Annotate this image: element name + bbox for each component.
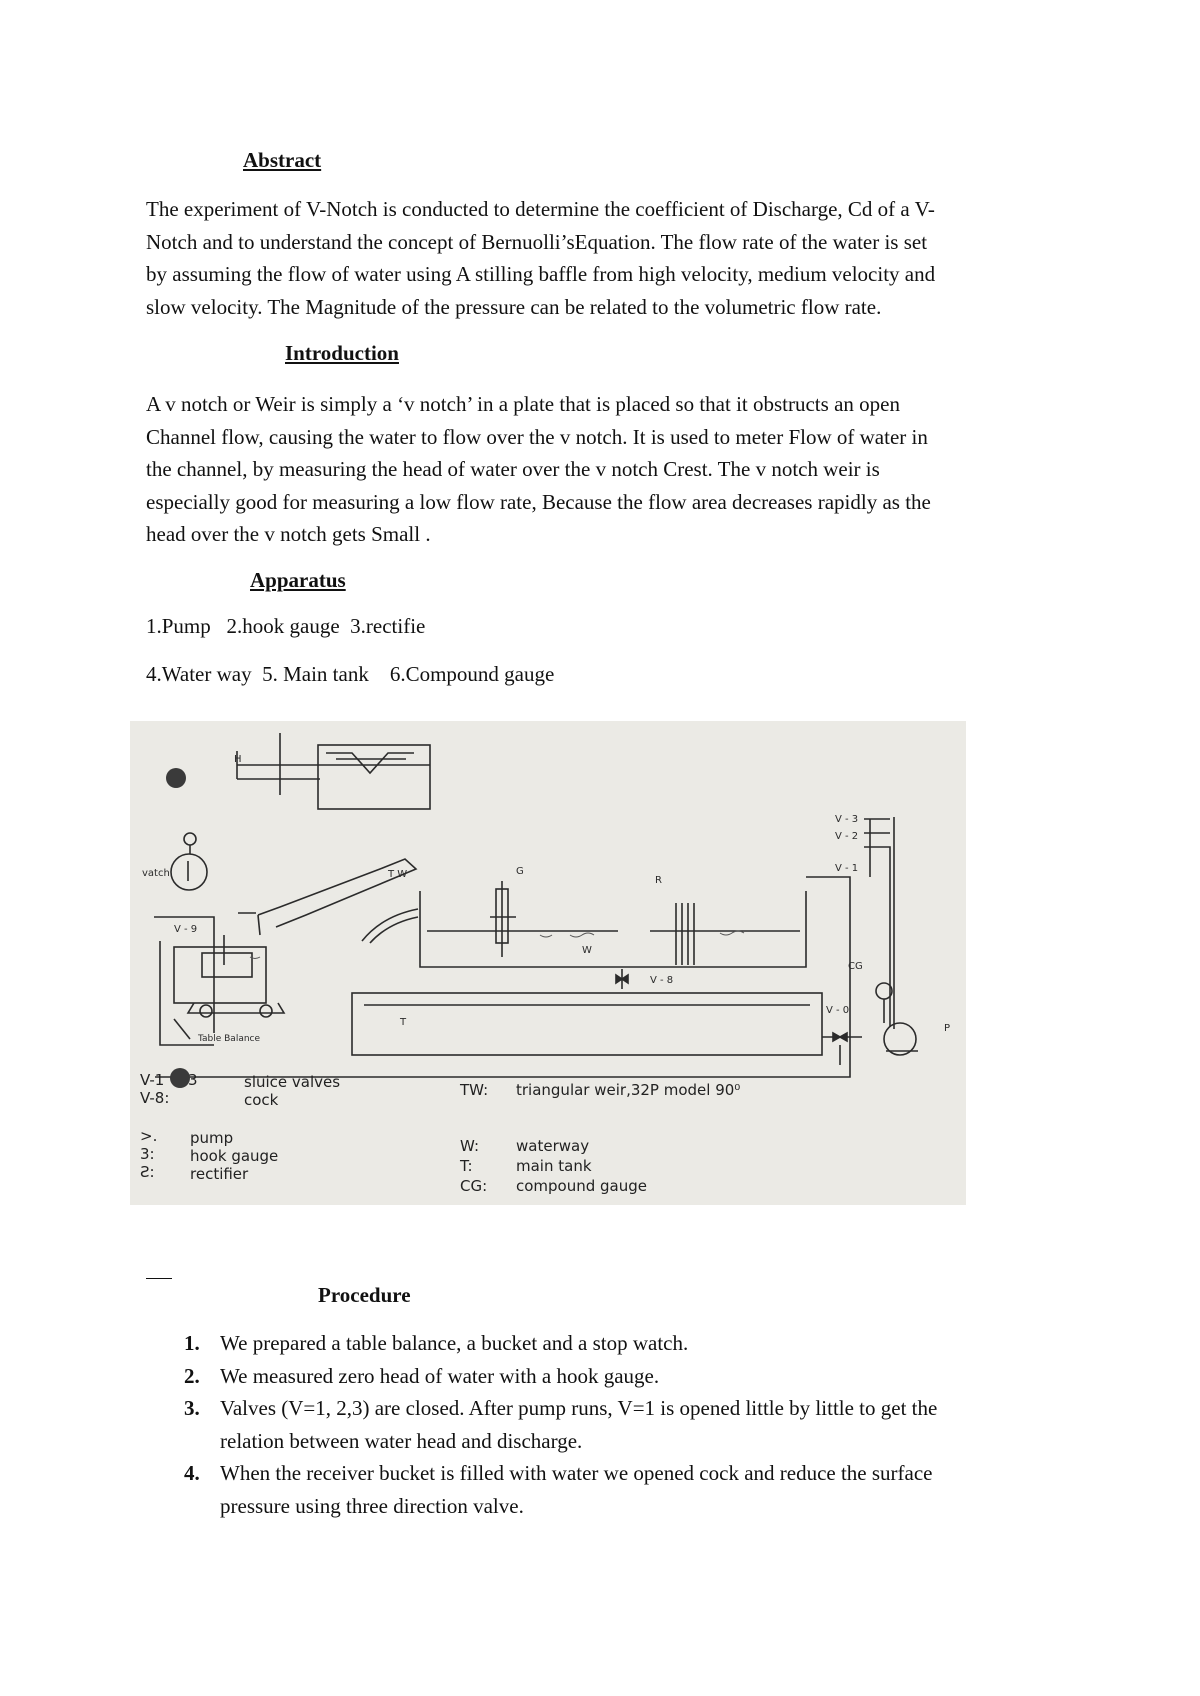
abstract-paragraph <box>146 193 1071 323</box>
apparatus-diagram-photo <box>130 721 966 1205</box>
legend-key: V-1 <box>140 1071 165 1089</box>
legend-value: compound gauge <box>516 1177 648 1195</box>
abstract-heading: Abstract <box>243 148 322 172</box>
legend-key: Ƨ: <box>140 1163 155 1181</box>
step-number: 1. <box>184 1331 200 1355</box>
legend-key: T: <box>460 1157 473 1175</box>
procedure-step <box>146 1360 1076 1393</box>
step-text: Valves (V=1, 2,3) are closed. After pump runs, V=1 is opened little by little to get the <box>220 1396 938 1420</box>
procedure-heading: Procedure <box>318 1283 411 1307</box>
label-cg: CG <box>848 961 863 972</box>
introduction-heading: Introduction <box>285 341 399 365</box>
procedure-steps <box>146 1327 1076 1522</box>
procedure-step <box>146 1457 1076 1522</box>
step-text: We measured zero head of water with a hook gauge. <box>220 1363 660 1388</box>
legend-value: triangular weir,32P model 90⁰ <box>516 1081 741 1099</box>
introduction-line: the channel, by measuring the head of water over the v notch Crest. The v notch weir is <box>146 457 880 481</box>
legend-value: sluice valves <box>244 1073 341 1091</box>
label-t: T <box>400 1017 407 1028</box>
label-v9: V - 9 <box>174 924 198 935</box>
legend-key: W: <box>460 1137 480 1155</box>
apparatus-heading: Apparatus <box>250 568 346 592</box>
abstract-line: The experiment of V-Notch is conducted to determine the coefficient of Discharge, Cd of a V- <box>146 197 935 221</box>
legend-key: CG: <box>460 1177 488 1195</box>
procedure-step <box>146 1392 1076 1457</box>
introduction-line: head over the v notch gets Small . <box>146 522 431 546</box>
label-watch: vatch <box>142 868 170 879</box>
label-r: R <box>655 875 662 886</box>
label-h: H <box>234 754 242 765</box>
introduction-line: Channel flow, causing the water to flow over the v notch. It is used to meter Flow of water in <box>146 424 928 449</box>
abstract-line: by assuming the flow of water using A stilling baffle from high velocity, medium velocity and <box>146 262 936 286</box>
legend-key: TW: <box>460 1081 489 1099</box>
label-v1: V - 1 <box>835 863 859 874</box>
legend-value: pump <box>190 1129 234 1147</box>
legend-value: waterway <box>516 1137 590 1155</box>
legend-value: hook gauge <box>190 1147 279 1165</box>
introduction-line: A v notch or Weir is simply a ‘v notch’ in a plate that is placed so that it obstructs an open <box>146 392 900 416</box>
leading-rule <box>146 1278 172 1279</box>
introduction-line: especially good for measuring a low flow rate, Because the flow area decreases rapidly as the <box>146 489 931 514</box>
label-v2: V - 2 <box>835 831 859 842</box>
apparatus-list-line: 1.Pump 2.hook gauge 3.rectifie <box>146 614 426 638</box>
procedure-step <box>146 1327 1076 1360</box>
step-number: 4. <box>184 1461 200 1485</box>
legend-value: cock <box>244 1091 279 1109</box>
legend-key: >. <box>140 1127 158 1145</box>
step-text: relation between water head and discharge. <box>220 1428 583 1453</box>
legend-key: 3 <box>188 1071 198 1089</box>
step-number: 3. <box>184 1396 200 1420</box>
label-w: W <box>582 945 592 956</box>
legend-value: rectifier <box>190 1165 249 1183</box>
step-number: 2. <box>184 1363 200 1388</box>
label-g: G <box>516 866 524 877</box>
step-text: When the receiver bucket is filled with water we opened cock and reduce the surface <box>220 1461 933 1485</box>
label-v0: V - 0 <box>826 1005 850 1016</box>
label-p: P <box>944 1023 951 1034</box>
abstract-line: slow velocity. The Magnitude of the pressure can be related to the volumetric flow rate. <box>146 294 882 319</box>
apparatus-list-line: 4.Water way 5. Main tank 6.Compound gauge <box>146 662 555 686</box>
introduction-paragraph <box>146 388 1071 551</box>
apparatus-schematic <box>130 721 966 1205</box>
label-v8: V - 8 <box>650 975 674 986</box>
step-text: We prepared a table balance, a bucket and a stop watch. <box>220 1331 689 1355</box>
label-tw: T W <box>388 869 408 880</box>
abstract-line: Notch and to understand the concept of Bernuolli’sEquation. The flow rate of the water is set <box>146 229 928 254</box>
legend-key: V-8: <box>140 1089 170 1107</box>
legend-value: main tank <box>516 1157 592 1175</box>
label-v3: V - 3 <box>835 814 859 825</box>
step-text: pressure using three direction valve. <box>220 1493 524 1518</box>
label-table-balance: Table Balance <box>198 1034 261 1044</box>
legend-key: 3: <box>140 1145 155 1163</box>
